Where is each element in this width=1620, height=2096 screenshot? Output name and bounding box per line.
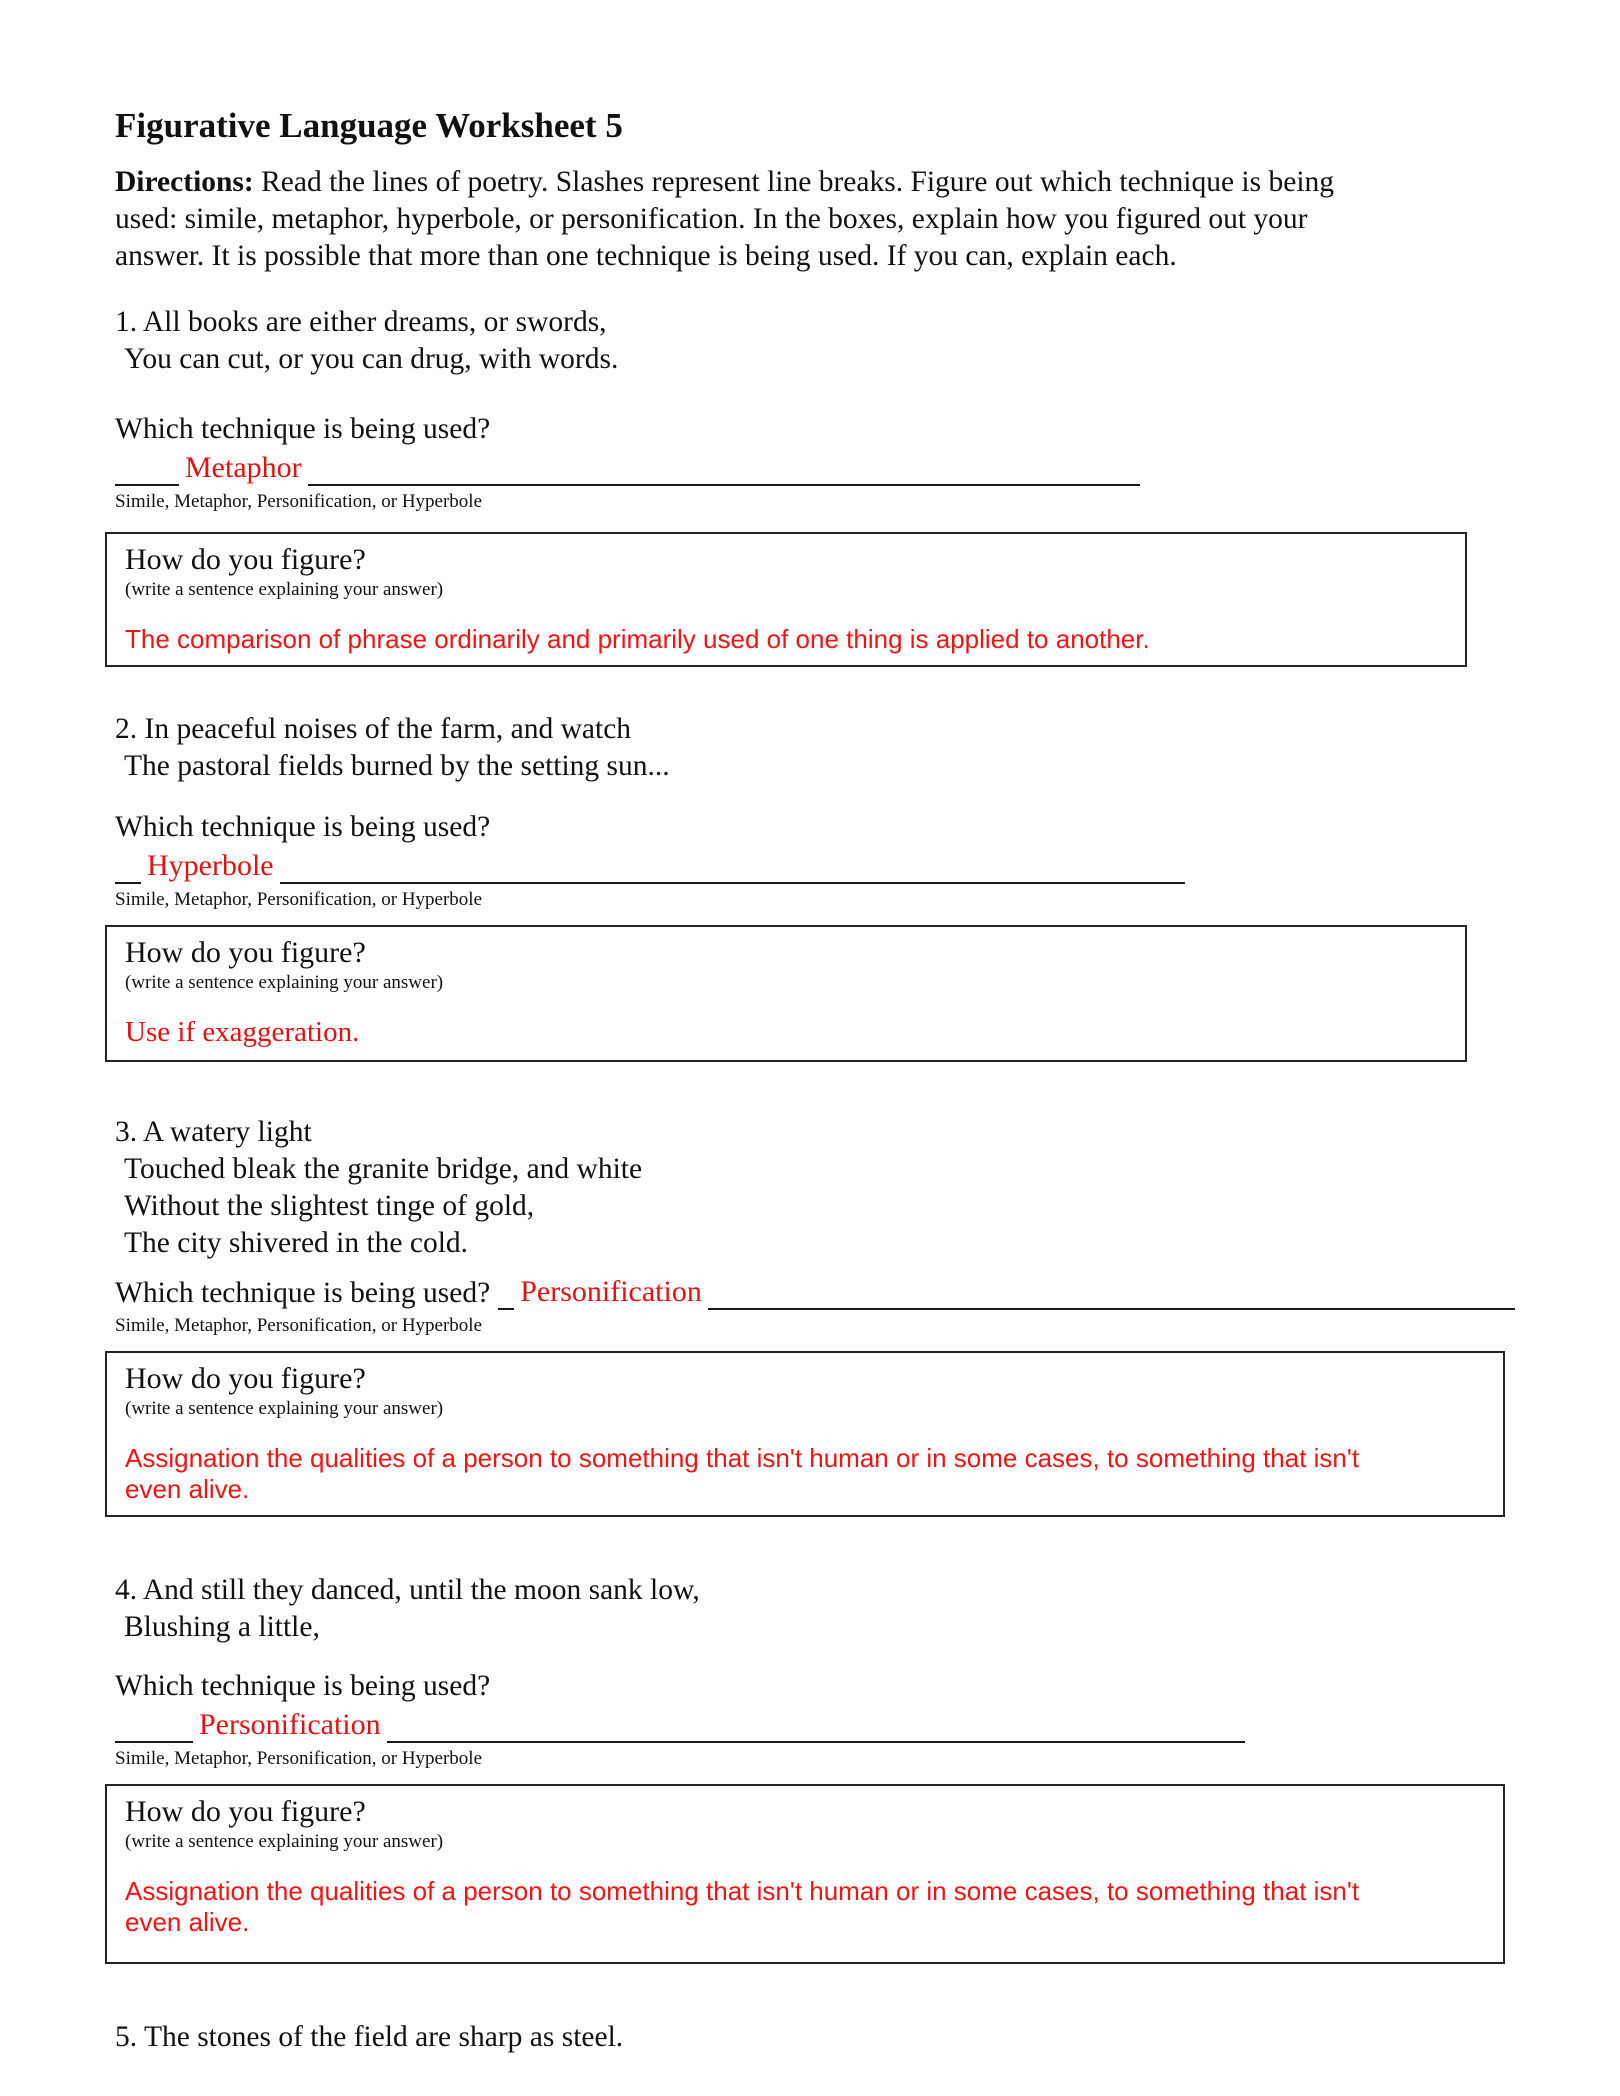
blank-line-segment: [498, 1274, 514, 1310]
answer-blank-line[interactable]: [115, 1274, 1515, 1310]
question-block-4: [115, 1572, 1620, 1964]
technique-question-label: Which technique is being used?: [115, 1276, 491, 1309]
technique-question-label: Which technique is being used?: [115, 412, 491, 445]
poem-line: You can cut, or you can drug, with words.: [124, 342, 619, 375]
technique-question-label: Which technique is being used?: [115, 1669, 491, 1702]
poem-excerpt: [115, 2019, 1620, 2056]
poem-line: 5. The stones of the field are sharp as steel.: [115, 2020, 624, 2053]
poem-line: 1. All books are either dreams, or swords,: [115, 305, 607, 338]
figure-box-heading: How do you figure?: [125, 1794, 366, 1828]
poem-excerpt: [115, 1572, 1620, 1646]
figure-box-heading: How do you figure?: [125, 542, 366, 576]
explanation-text: Assignation the qualities of a person to something that isn't human or in some cases, to something that isn't even alive.: [125, 1875, 1360, 1937]
technique-options-label: Simile, Metaphor, Personification, or Hyperbole: [115, 888, 483, 910]
poem-line: Blushing a little,: [124, 1610, 320, 1643]
blank-line-segment: [387, 1707, 1245, 1743]
answer-blank-line[interactable]: [115, 848, 1185, 884]
explanation-text: Assignation the qualities of a person to something that isn't human or in some cases, to something that isn't even alive.: [125, 1442, 1360, 1504]
answer-text: Metaphor: [185, 450, 302, 484]
poem-excerpt: [115, 1114, 1620, 1262]
poem-line: 3. A watery light: [115, 1115, 312, 1148]
figure-box[interactable]: [105, 1351, 1505, 1517]
figure-box-subheading: (write a sentence explaining your answer): [125, 971, 444, 993]
directions-label: Directions:: [115, 165, 254, 198]
figure-box-subheading: (write a sentence explaining your answer): [125, 1397, 444, 1419]
technique-options-label: Simile, Metaphor, Personification, or Hyperbole: [115, 1747, 483, 1769]
poem-line: Without the slightest tinge of gold,: [124, 1189, 535, 1222]
directions-line: [115, 164, 1495, 201]
explanation-text: Use if exaggeration.: [125, 1015, 360, 1048]
poem-line: Touched bleak the granite bridge, and white: [124, 1152, 643, 1185]
figure-box-heading: How do you figure?: [125, 935, 366, 969]
answer-blank-line[interactable]: [115, 450, 1140, 486]
figure-box-subheading: (write a sentence explaining your answer): [125, 1830, 444, 1852]
poem-line: 4. And still they danced, until the moon sank low,: [115, 1573, 700, 1606]
directions-line: answer. It is possible that more than one technique is being used. If you can, explain each.: [115, 239, 1177, 272]
poem-line: 2. In peaceful noises of the farm, and watch: [115, 712, 632, 745]
figure-box[interactable]: [105, 532, 1467, 667]
poem-excerpt: [115, 711, 1620, 785]
blank-line-segment: [280, 848, 1185, 884]
question-block-1: [115, 304, 1620, 667]
answer-text: Personification: [520, 1274, 702, 1308]
figure-box[interactable]: [105, 1784, 1505, 1964]
directions-line: used: simile, metaphor, hyperbole, or personification. In the boxes, explain how you figured out your: [115, 202, 1308, 235]
technique-question-label: Which technique is being used?: [115, 810, 491, 843]
answer-text: Personification: [199, 1707, 381, 1741]
poem-line: The city shivered in the cold.: [124, 1226, 469, 1259]
poem-excerpt: [115, 304, 1620, 378]
blank-line-segment: [708, 1274, 1515, 1310]
technique-options-label: Simile, Metaphor, Personification, or Hyperbole: [115, 490, 483, 512]
question-block-2: [115, 711, 1620, 1062]
poem-line: The pastoral fields burned by the setting sun...: [124, 749, 670, 782]
blank-line-segment: [115, 848, 141, 884]
directions-text: Read the lines of poetry. Slashes represent line breaks. Figure out which technique is being: [261, 165, 1335, 198]
explanation-text: The comparison of phrase ordinarily and primarily used of one thing is applied to another.: [125, 623, 1150, 654]
question-block-5: [115, 2019, 1620, 2056]
technique-options-label: Simile, Metaphor, Personification, or Hyperbole: [115, 1314, 483, 1336]
blank-line-segment: [115, 1707, 193, 1743]
directions: [115, 164, 1495, 275]
blank-line-segment: [308, 450, 1140, 486]
question-block-3: [115, 1114, 1620, 1517]
figure-box-heading: How do you figure?: [125, 1361, 366, 1395]
page-title: Figurative Language Worksheet 5: [115, 106, 623, 145]
answer-text: Hyperbole: [147, 848, 274, 882]
answer-blank-line[interactable]: [115, 1707, 1245, 1743]
figure-box-subheading: (write a sentence explaining your answer): [125, 578, 444, 600]
blank-line-segment: [115, 450, 179, 486]
figure-box[interactable]: [105, 925, 1467, 1062]
